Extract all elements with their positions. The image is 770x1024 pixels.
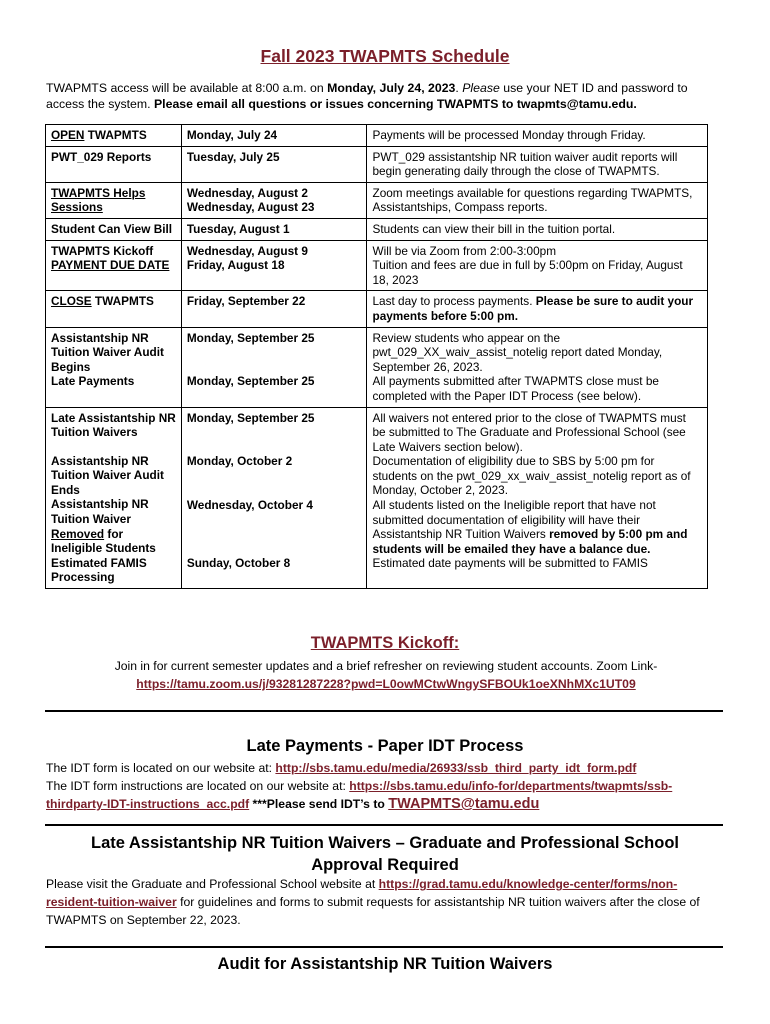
- contact-email-note: Please email all questions or issues concerning TWAPMTS to twapmts@tamu.edu.: [153, 97, 637, 111]
- schedule-table: [45, 124, 708, 589]
- grad-school-link[interactable]: https://grad.tamu.edu/knowledge-center/forms/non-resident-tuition-waiver: [46, 877, 678, 909]
- idt-instructions-link[interactable]: https://sbs.tamu.edu/info-for/departments/twapmts/ssb-thirdparty-IDT-instructions_acc.pdf: [46, 779, 673, 811]
- table-row: OPEN TWAPMTS Monday, July 24 Payments will be processed Monday through Friday.: [46, 125, 708, 147]
- access-date: Monday, July 24, 2023: [327, 81, 456, 95]
- audit-heading: Audit for Assistantship NR Tuition Waivers: [217, 955, 553, 973]
- table-row: Late Assistantship NR Tuition Waivers Assistantship NR Tuition Waiver Audit Ends Assistantship NR Tuition Waiver Removed for Ineligible Students Estimated FAMIS Processing Monday, September 25 Monday, October 2 Wednesday, October 4 Sunday, October 8 All waivers not entered prior to the close of TWAPMTS must be submitted to The Graduate and Professional School (see Late Waivers section below). Documentation of eligibility due to SBS by 5:00 pm for students on the pwt_029_xx_waiv_assist_notelig report as of Monday, October 2, 2023. All students listed on the Ineligible report that have not submitted documentation of eligibility will have their Assistantship NR Tuition Waivers removed by 5:00 pm and students will be emailed they have a balance due. Estimated date payments will be submitted to FAMIS: [46, 407, 708, 589]
- intro-paragraph: TWAPMTS access will be available at 8:00 a.m. on Monday, July 24, 2023. Please use your NET ID and password to access the system. Please email all questions or issues concerning TWAPMTS to twapmts@tamu.edu.: [46, 81, 688, 111]
- table-row: CLOSE TWAPMTS Friday, September 22 Last day to process payments. Please be sure to audit your payments before 5:00 pm.: [46, 291, 708, 327]
- table-row: Assistantship NR Tuition Waiver Audit Begins Late Payments Monday, September 25 Monday, September 25 Review students who appear on the pwt_029_XX_waiv_assist_notelig report dated Monday, September 26, 2023. All payments submitted after TWAPMTS close must be completed with the Paper IDT Process (see below).: [46, 327, 708, 407]
- page-title: Fall 2023 TWAPMTS Schedule: [260, 46, 510, 66]
- table-row: Student Can View Bill Tuesday, August 1 Students can view their bill in the tuition portal.: [46, 218, 708, 240]
- section-divider: [45, 946, 723, 948]
- zoom-link[interactable]: https://tamu.zoom.us/j/93281287228?pwd=L0owMCtwWngySFBOUk1oeXNhMXc1UT09: [136, 677, 636, 691]
- late-waivers-text: Please visit the Graduate and Professional School website at https://grad.tamu.edu/knowledge-center/forms/non-resident-tuition-waiver for guidelines and forms to submit requests for assistantship NR tuition waivers after the close of TWAPMTS on September 22, 2023.: [46, 877, 700, 927]
- late-payments-text: The IDT form is located on our website at: http://sbs.tamu.edu/media/26933/ssb_third_party_idt_form.pdf The IDT form instructions are located on our website at: https://sbs.tamu.edu/info-for/departments/twapmts/ssb-thirdparty-IDT-instructions_acc.pdf ***Please send IDT’s to TWAPMTS@tamu.edu: [46, 761, 673, 812]
- table-row: PWT_029 Reports Tuesday, July 25 PWT_029 assistantship NR tuition waiver audit reports will begin generating daily through the close of TWAPMTS.: [46, 146, 708, 182]
- kickoff-text: Join in for current semester updates and a brief refresher on reviewing student accounts. Zoom Link- https://tamu.zoom.us/j/93281287228?pwd=L0owMCtwWngySFBOUk1oeXNhMXc1UT09: [114, 659, 658, 691]
- kickoff-heading: TWAPMTS Kickoff:: [310, 634, 460, 652]
- late-payments-heading: Late Payments - Paper IDT Process: [246, 737, 524, 755]
- section-divider: [45, 824, 723, 826]
- late-waivers-heading: Late Assistantship NR Tuition Waivers – Graduate and Professional School Approval Required: [90, 834, 679, 874]
- table-row: TWAPMTS Helps Sessions Wednesday, August 2 Wednesday, August 23 Zoom meetings available for questions regarding TWAPMTS, Assistantships, Compass reports.: [46, 182, 708, 218]
- twapmts-email-link[interactable]: TWAPMTS@tamu.edu: [388, 796, 540, 812]
- idt-form-link[interactable]: http://sbs.tamu.edu/media/26933/ssb_third_party_idt_form.pdf: [275, 761, 637, 775]
- section-divider: [45, 710, 723, 712]
- table-row: TWAPMTS Kickoff PAYMENT DUE DATE Wednesday, August 9 Friday, August 18 Will be via Zoom from 2:00-3:00pm Tuition and fees are due in full by 5:00pm on Friday, August 18, 2023: [46, 240, 708, 291]
